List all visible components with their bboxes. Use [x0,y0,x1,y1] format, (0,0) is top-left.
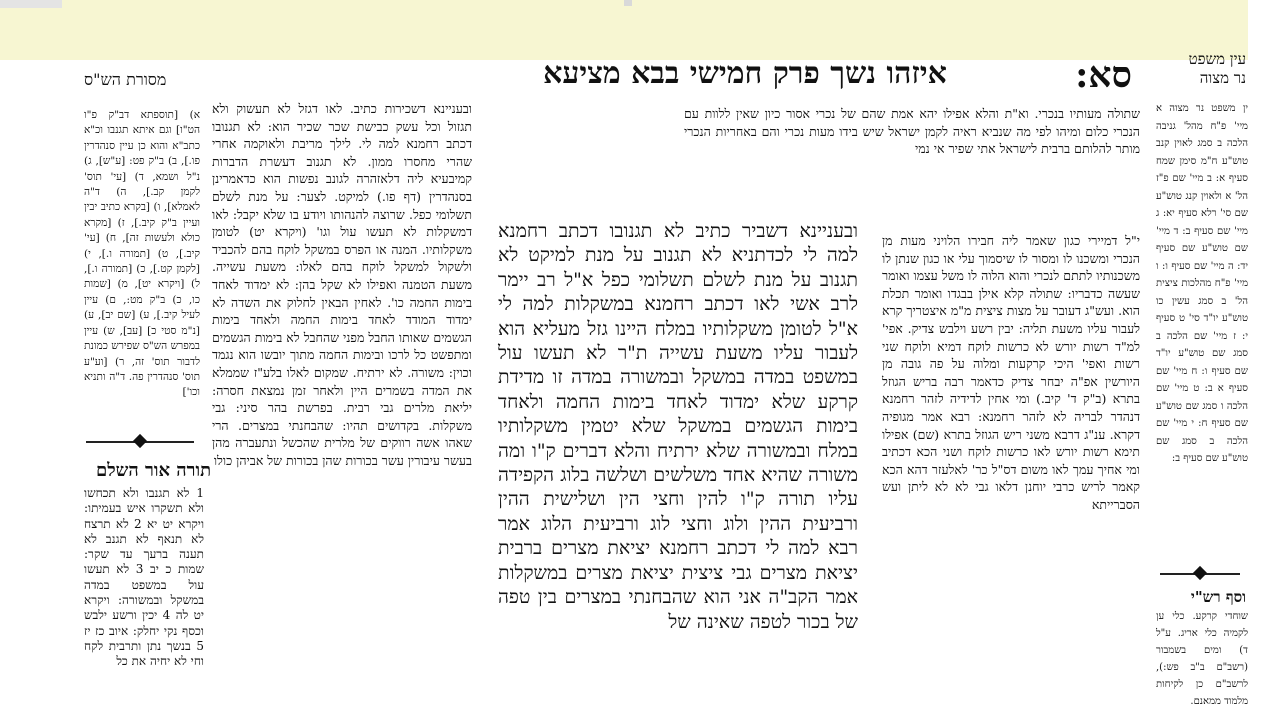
gemara-main-column [498,219,858,634]
torah-or-title: תורה אור השלם [96,460,212,481]
tosafot-top-column [684,105,1140,158]
torah-or-text: 1 לא תגנבו ולא תכחשו ולא תשקרו איש בעמיתו: ויקרא יט יא 2 לא תרצח לא תנאף לא תגנב לא תענה ברעך עד שקר: שמות כ יב 3 לא תעשו עול במשפט במדה במשקל ובמשורה: ויקרא יט לה 4 יכין ורשע ילבש וכסף נקי יחלק: איוב כז יז 5 בנשך נתן ותרבית לקח וחי לא יחיה את כל [84,486,205,669]
right-blank-margin [1248,0,1280,720]
masoret-hashas-title: מסורת הש"ס [84,70,167,89]
tosafot-column [882,232,1140,514]
ein-mishpat-title: עין משפט נר מצוה [1188,50,1246,87]
ein-mishpat-column [1156,100,1248,468]
page-title: איזהו נשך פרק חמישי בבא מציעא [543,56,947,91]
browser-top-bar [0,0,1248,60]
top-left-tab-stub [0,0,62,8]
page-folio-number: סא: [1075,54,1132,96]
masoret-hashas-column [84,108,200,401]
gemara-text: ובעניינא דשביר כתיב לא תגנובו דכתב רחמנא למה לי לכדתניא לא תגנוב על מנת למיקט לא תגנוב על מנת לשלם תשלומי כפל א"ל רב יימר לרב אשי לאו דכתב רחמנא במשקלות למה לי א"ל לטומן משקלותיו במלח היינו גזל מעליא הוא לעבור עליו משעת עשייה ת"ר לא תעשו עול במשפט במדה במשקל ובמשורה במדה זו מדידת קרקע שלא ימדוד לאחד בימות החמה ולאחד בימות הגשמים במשקל שלא יטמין משקלותיו במלח ובמשורה שלא ירתיח והלא דברים ק"ו ומה משורה שהיא אחד משלשים ושלשה בלוג הקפידה עליו תורה ק"ו להין וחצי הין ושלישית ההין ורביעית ההין ולוג וחצי לוג ורביעית הלוג אמר רבא למה לי דכתב רחמנא יציאת מצרים ברבית יציאת מצרים גבי ציצית יציאת מצרים במשקלות אמר הקב"ה אני הוא שהבחנתי במצרים בין טפה של בכור לטפה שאינה של [498,220,858,633]
section-divider-ornament-right [1160,572,1240,576]
rashi-column [212,100,472,469]
masoret-text: א) [תוספתא דב"ק פ"ו הט"ו] וגם איתא תגנבו וכ"א כתב"א והוא כן עיין סנהדרין פו.], ב) ב"ק פט: [ע"ש], ג) נ"ל ושמא, ד) [עי' תוס' לקמן קב.], ה) ד"ה לאמלא], ו) [בקרא כתיב יבין ועיין ב"ק קיב.], ז) [מקרא כולא ולעשות זה], ח) [עי' קיב.], ט) [תמורה ו.], י) [לקמן קט.], כ) [תמורה ו.], ל) [ויקרא יט], מ) [שמות כו, כ) ב"ק מט:, ם) עיין לעיל קיב.], ע) [שם יב], ע) [נ"מ סטי כ] [עב], ש) עיין במפרש הש"ס שפירש כמונת לדבור תוס' זה, ר) [וע"ע תוס' סנהדרין פה. ד"ה ותניא וכו'] [84,109,200,399]
hosafot-rashi-column [1156,608,1248,710]
hosafot-rashi-text: שוחדי קרקע. כלי ען לקמיה כלי אריג. ע"ל ד) ומים בשמבור (רשב"ם ב"ב פש:), לרשב"ם כן לקיחות מלמוד ממאנם. [1156,611,1248,707]
tosafot-top-text: שתולה מעותיו בנכרי. וא"ת והלא אפילו יהא אמת שהם של נכרי אסור כיון שאין ללוות עם הנכרי כלום ומיהו לפי מה שנביא ראיה לקמן ישראל שיש בידו מעות נכרי והם באחריות הנכרי מותר להלותם ברבית לישראל אתי שפיר אי נמי [684,106,1140,157]
ein-mishpat-text: ין משפט נר מצוה א מיי' פ"ח מהל' גניבה הלכה ב סמג לאוין קנב טוש"ע ח"מ סימן שמח סעיף א: ב מיי' שם פ"ז הל' א ולאוין קנג טוש"ע שם סי' רלא סעיף יא: ג מיי' שם סעיף ב: ד מיי' שם טוש"ע שם סעיף יד: ה מיי' שם סעיף ו: ו מיי' פ"ח מהלכות ציצית הל' ב סמג עשין כו טוש"ע יו"ד סי' ט סעיף י: ז מיי' שם הלכה ב סמג שם טוש"ע יו"ד שם סעיף ו: ח מיי' שם סעיף א ב: ט מיי' שם הלכה ו סמג שם טוש"ע שם סעיף ח: י מיי' שם הלכה ב סמג שם טוש"ע שם סעיף ב: [1156,103,1248,464]
torah-or-column [84,486,204,670]
rashi-text: ובעניינא דשכירות כתיב. לאו דגזל לא תעשוק ולא תגזול וכל עשק כבישת שכר שכיר הוא: לא תגנובו דכתב רחמנא למה לי. לילך מריבת ולאוקמה אחרי שהרי מחסרו ממון. לא תגנוב דעשרת הדברות קמיבעיא ליה דלאזהרה לגונב נפשות הוא כדאמרינן בסנהדרין (דף פו.) למיקט. לצער: על מנת לשלם תשלומי כפל. שרוצה להנהותו ויודע בו שלא יקבל: לאו דמשקלות לא תעשו עול וגו' (ויקרא יט) לטומן משקלותיו. המנה או הפרס במשקל לוקח בהם להכביד ולשקול למשקל לוקח בהם לאלו: משעת עשייה. משעת הטמנה ואפילו לא שקל בהן: לא ימדוד לאחד בימות החמה כו'. לאחין הבאין לחלוק את השדה לא ימדוד המודד לאחד בימות החמה ולאחד בימות הגשמים שאותו החבל מפני שהחבל לא בימות הגשמים ומתפשט כל לרכו ובימות החמה מתוך יובשו הוא נגמד וכוין: משורה. לא ירתיח. שמקום לאלו בלע"ז שממלא את המדה בשמרים היין ולאחר זמן נמצאת חסרה: יליאת מלרים גבי רבית. בפרשת בהר סיני: גבי משקלות. בקדושים תהיו: שהבחנתי במצרים. הרי שאהו אשה רווקים של מלרית שהכשל ונתעברה מהן בעשר עיבורין עשר בכורות שהן בכורות של אביהן כולו [212,101,472,468]
tosafot-text: י"ל דמיירי כגון שאמר ליה חבירו הלויני מעות מן הנכרי ומשכנו לו ומסור לו שיסמוך עלי או כגון שנתן לו משכנותיו לתתם לנכרי והוא הלוה לו משל עצמו ואומר שעשה כדבריו: שתולה קלא אילן בבגדו ואומר תכלת הוא. ועש"ג דעובר על מצות ציצית מ"מ איצטריך קרא לעבור עליו משעת תליה: יבין רשע וילבש צדיק. אפי' למ"ד רשות יורש לא כרשות לוקח דמיא ולוקח שני רשות ואפי' היכי קרקעות ומלוה על פה גובה מן היורשין אפ"ה יבחר צדיק כדאמר רבה בריש הגוזל בתרא (ב"ק ד' קיב.) ומי אחין לדידיה לזהר רחמנא דנהדר לבריה לא לזהר רחמנא: רבא אמר מגופיה דקרא. ענ"ג דרבא משני ריש הגוזל בתרא (שם) אפילו תימא רשות יורש לאו כרשות לוקח ושני הכא דכתיב ומי אחיך עמך לאו משום דס"ל כר' לאלעזר דהא הכא קאמר לריש כרבי יוחנן דלאו גבי לא לא ליתן ועש הסברייתא [882,233,1140,512]
section-divider-ornament [86,440,194,444]
hosafot-rashi-title: וסף רש"י [1190,588,1246,606]
bottom-edge [0,716,1248,720]
top-center-marker [624,0,632,6]
